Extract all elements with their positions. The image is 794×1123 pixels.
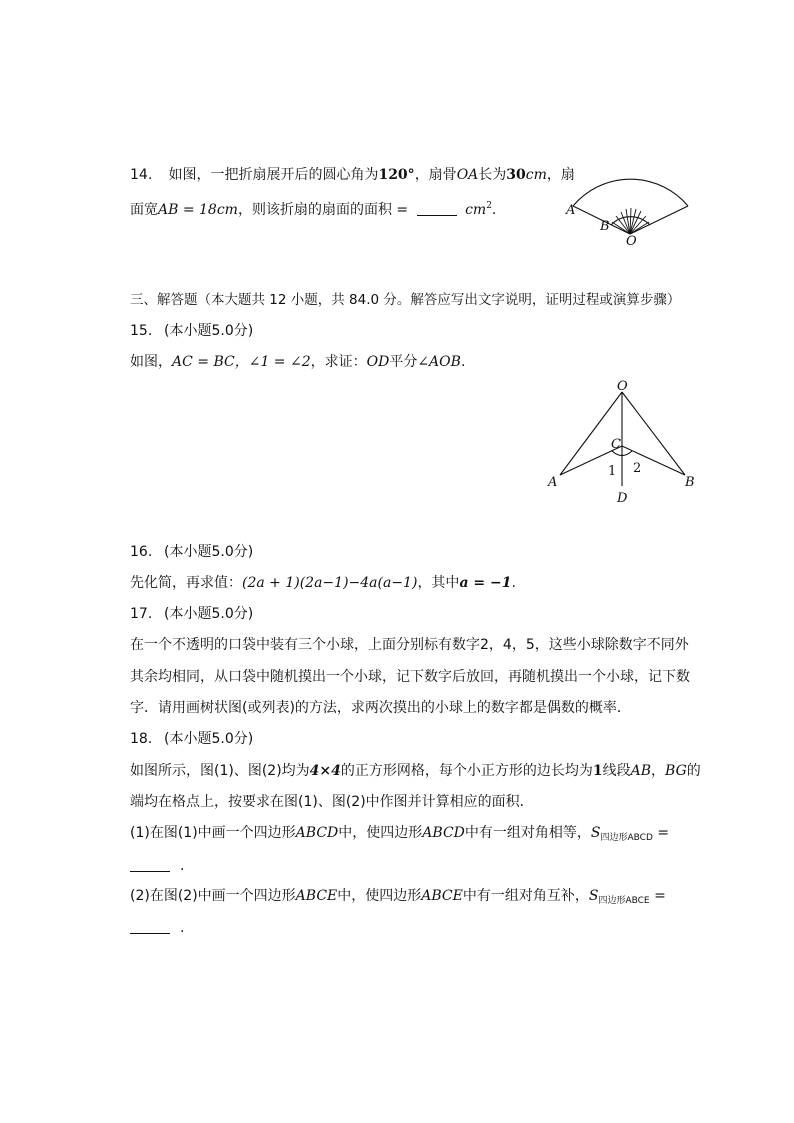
q15-header: 15. (本小题5.0分) bbox=[130, 323, 254, 339]
question-number: 18. bbox=[130, 731, 153, 747]
q14-line1: 14. 如图，一把折扇展开后的圆心角为120°，扇骨OA长为30cm，扇 bbox=[130, 167, 575, 183]
kite-label-a: A bbox=[548, 475, 558, 490]
answer-blank bbox=[130, 919, 170, 934]
q18-part1: (1)在图(1)中画一个四边形ABCD中，使四边形ABCD中有一组对角相等，$S_{四边形ABCD}$ = bbox=[130, 825, 670, 843]
kite-label-o: O bbox=[617, 379, 628, 394]
kite-angle-1: 1 bbox=[608, 464, 617, 479]
fan-label-o: O bbox=[626, 234, 637, 249]
q18-line2: 端均在格点上，按要求在图(1)、图(2)中作图并计算相应的面积． bbox=[130, 794, 534, 810]
q18-part2-answer: . bbox=[130, 918, 184, 938]
kite-label-d: D bbox=[617, 491, 628, 506]
kite-angle-2: 2 bbox=[633, 461, 642, 476]
section-heading: 三、解答题（本大题共 12 小题，共 84.0 分。解答应写出文字说明，证明过程或演算步骤） bbox=[130, 292, 681, 308]
question-number: 14. bbox=[130, 167, 153, 183]
q18-header: 18. (本小题5.0分) bbox=[130, 731, 254, 747]
q18-part1-answer: . bbox=[130, 856, 184, 876]
q18-line1: 如图所示，图(1)、图(2)均为4×4的正方形网格，每个小正方形的边长均为1线段AB，BG的 bbox=[130, 763, 701, 779]
fan-label-a: A bbox=[566, 203, 576, 218]
kite-figure bbox=[540, 378, 700, 508]
q17-line3: 字．请用画树状图(或列表)的方法，求两次摸出的小球上的数字都是偶数的概率． bbox=[130, 700, 631, 716]
q15-text: 如图，AC = BC，∠1 = ∠2，求证：OD平分∠AOB. bbox=[130, 354, 466, 370]
q16-text: 先化简，再求值：(2a + 1)(2a−1)−4a(a−1)，其中a = −1. bbox=[130, 575, 516, 591]
q14-line2: 面宽AB = 18cm，则该折扇的扇面的面积 = $cm^2$. bbox=[130, 201, 497, 218]
answer-blank bbox=[130, 857, 170, 872]
question-number: 17. bbox=[130, 606, 153, 622]
fan-ribs bbox=[612, 208, 649, 234]
kite-label-c: C bbox=[611, 437, 621, 452]
question-number: 15. bbox=[130, 323, 153, 339]
q16-header: 16. (本小题5.0分) bbox=[130, 544, 254, 560]
answer-blank bbox=[417, 201, 457, 216]
q17-line2: 其余均相同，从口袋中随机摸出一个小球，记下数字后放回，再随机摸出一个小球，记下数 bbox=[130, 669, 690, 685]
q17-line1: 在一个不透明的口袋中装有三个小球，上面分别标有数字2，4，5，这些小球除数字不同外 bbox=[130, 637, 689, 653]
fan-label-b: B bbox=[600, 219, 610, 234]
q17-header: 17. (本小题5.0分) bbox=[130, 606, 254, 622]
question-number: 16. bbox=[130, 544, 153, 560]
kite-label-b: B bbox=[685, 475, 695, 490]
fan-figure bbox=[560, 160, 700, 250]
fan-outer-arc bbox=[573, 179, 688, 206]
q18-part2: (2)在图(2)中画一个四边形ABCE中，使四边形ABCE中有一组对角互补，$S_{四边形ABCE}$ = bbox=[130, 888, 666, 906]
